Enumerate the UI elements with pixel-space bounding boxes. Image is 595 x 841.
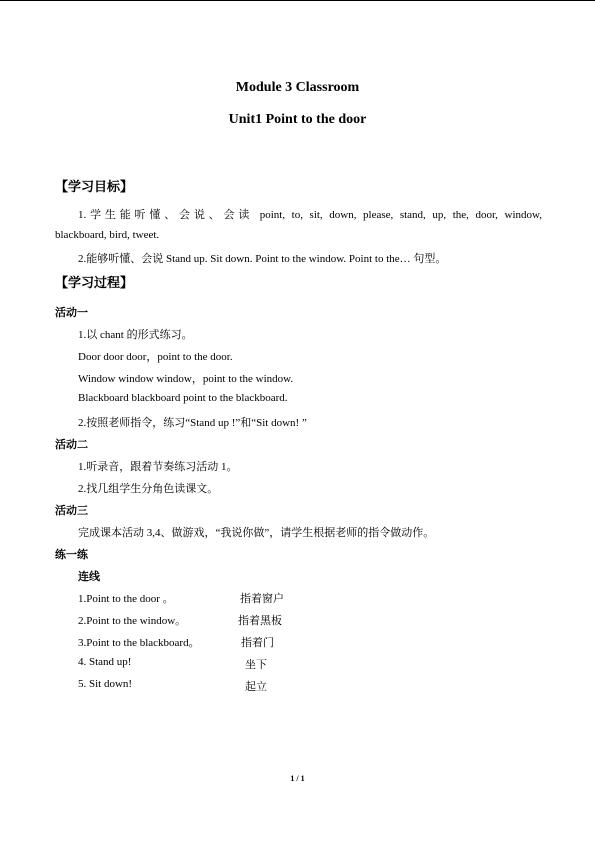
module-title: Module 3 Classroom bbox=[235, 80, 360, 95]
activity-1-line: 2.按照老师指令，练习“Stand up !”和“Sit down! ” bbox=[78, 417, 307, 429]
matching-subtitle: 连线 bbox=[78, 570, 100, 583]
goal-item-2: 2.能够听懂、会说 Stand up. Sit down. Point to the window. Point to the… 句型。 bbox=[78, 253, 447, 265]
match-right-item: 坐下 bbox=[245, 659, 267, 671]
activity-1-line: Door door door，point to the door. bbox=[78, 351, 233, 363]
goals-heading: 【学习目标】 bbox=[55, 180, 134, 195]
activity-3-title: 活动三 bbox=[55, 504, 88, 517]
match-left-item: 1.Point to the door 。 bbox=[78, 593, 174, 605]
match-left-item: 2.Point to the window。 bbox=[78, 615, 187, 627]
process-heading: 【学习过程】 bbox=[55, 276, 134, 291]
activity-1-line: 1.以 chant 的形式练习。 bbox=[78, 329, 193, 341]
activity-1-line: Window window window，point to the window. bbox=[78, 373, 294, 385]
match-right-item: 指着黑板 bbox=[238, 615, 282, 627]
activity-1-title: 活动一 bbox=[55, 306, 88, 319]
match-left-item: 4. Stand up! bbox=[78, 656, 132, 668]
unit-title: Unit1 Point to the door bbox=[228, 112, 367, 127]
match-right-item: 指着门 bbox=[241, 637, 274, 649]
activity-3-line: 完成课本活动 3,4、做游戏，“我说你做”，请学生根据老师的指令做动作。 bbox=[78, 527, 435, 539]
activity-2-title: 活动二 bbox=[55, 438, 88, 451]
top-border-line bbox=[0, 0, 595, 1]
goal-item-1-line-2: blackboard, bird, tweet. bbox=[55, 229, 160, 241]
activity-1-line: Blackboard blackboard point to the blackboard. bbox=[78, 392, 288, 404]
match-left-item: 3.Point to the blackboard。 bbox=[78, 637, 200, 649]
activity-2-line: 1.听录音，跟着节奏练习活动 1。 bbox=[78, 461, 238, 473]
match-right-item: 起立 bbox=[245, 681, 267, 693]
match-right-item: 指着窗户 bbox=[240, 593, 284, 605]
page-number: 1 / 1 bbox=[290, 774, 305, 783]
goal-item-1-line-1: 1.学生能听懂、会说、会读 point, to, sit, down, please, stand, up, the, door, window, bbox=[78, 209, 542, 221]
practice-title: 练一练 bbox=[55, 548, 88, 561]
match-left-item: 5. Sit down! bbox=[78, 678, 133, 690]
activity-2-line: 2.找几组学生分角色读课文。 bbox=[78, 483, 219, 495]
